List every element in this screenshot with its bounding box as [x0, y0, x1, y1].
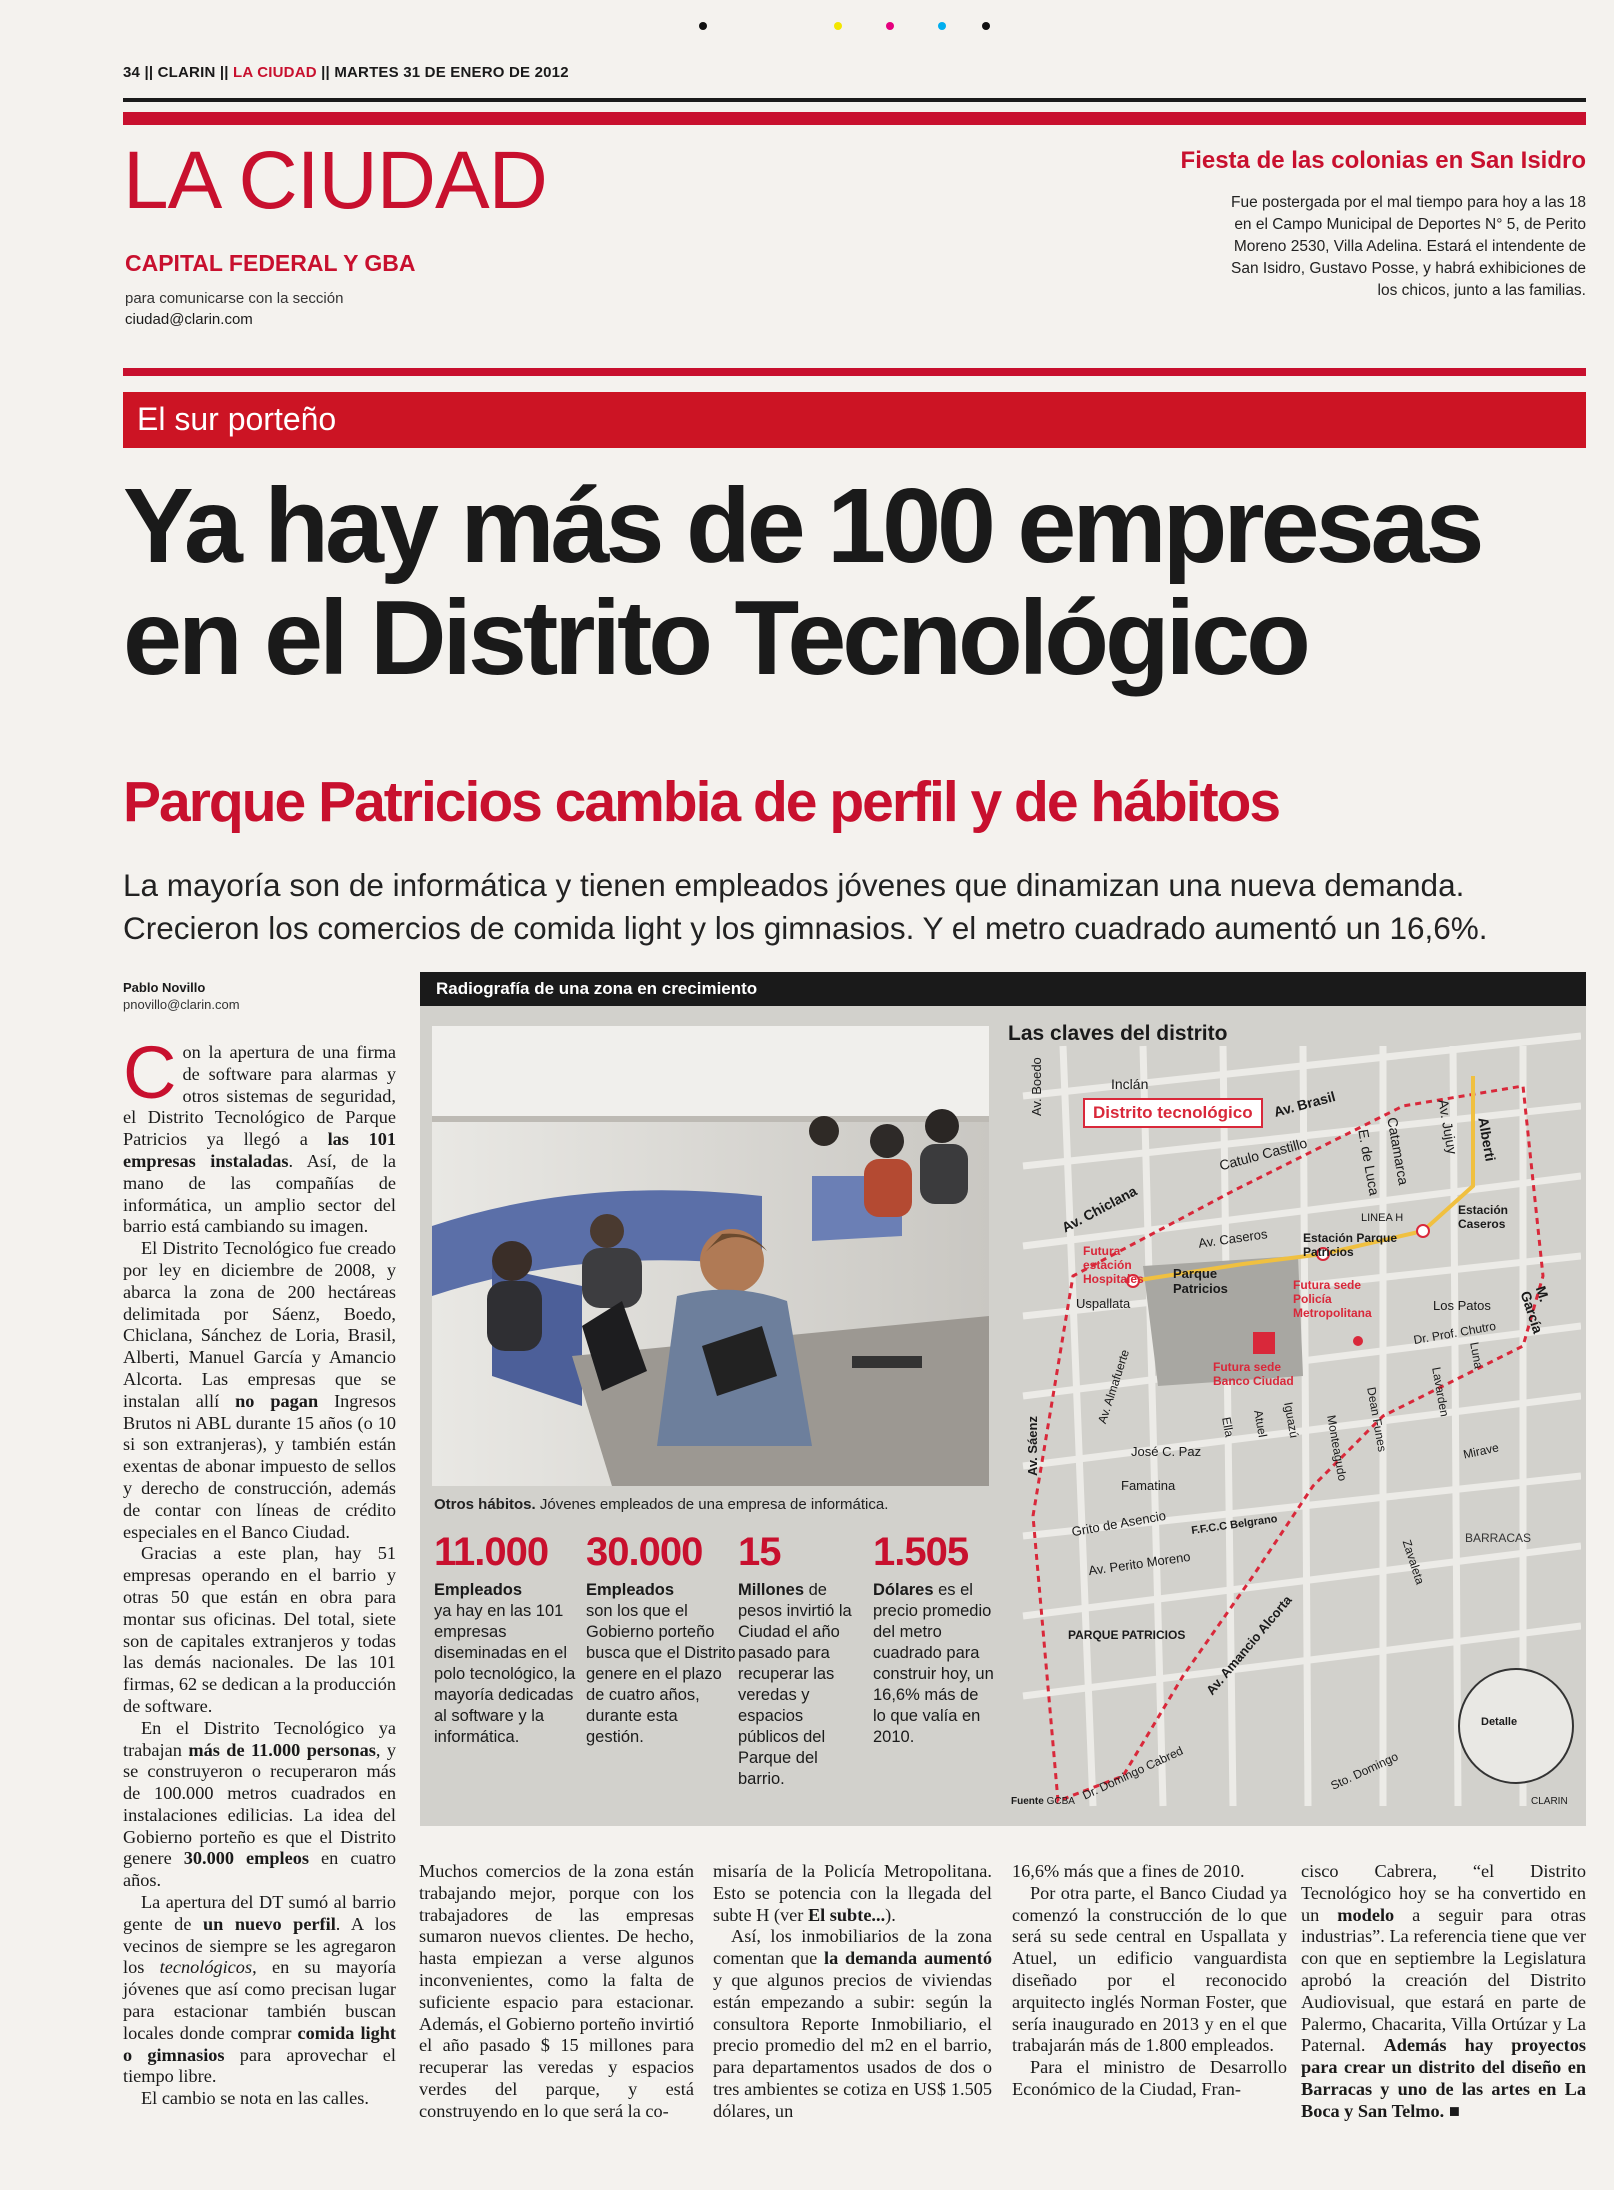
page-folio: 34 || CLARIN || LA CIUDAD || MARTES 31 DE ENERO DE 2012	[123, 64, 569, 81]
street-label: Famatina	[1121, 1478, 1176, 1493]
page-number: 34	[123, 64, 141, 81]
registration-mark	[834, 22, 842, 30]
article-deck: Parque Patricios cambia de perfil y de hábitos	[123, 770, 1280, 834]
street-label: Inclán	[1111, 1076, 1149, 1092]
paragraph: Con la apertura de una firma de software para alarmas y otros sistemas de seguridad, el Distrito Tecnológico de Parque Patricios ya llegó a las 101 empresas instaladas. Así, de la mano de las compañías de informática, un amplio sector del barrio está cambiando su imagen.	[123, 1031, 397, 1237]
paper-name: CLARIN	[157, 64, 216, 81]
street-label: F.F.C.C Belgrano	[1190, 1513, 1279, 1537]
street-label: Monteagudo	[1324, 1414, 1350, 1483]
street-label: Luna	[1467, 1341, 1486, 1370]
body-column-2	[419, 1861, 694, 2123]
paragraph: La apertura del DT sumó al barrio gente de un nuevo perfil. A los vecinos de siempre se les agregaron los tecnológicos, en su mayoría jóvenes que así como precisan lugar para estacionar también buscan locales donde comprar comida light o gimnasios para aprovechar el tiempo libre.	[123, 1892, 396, 2087]
police-label: Futura sede Policía Metropolitana	[1293, 1278, 1372, 1320]
caption-lead: Otros hábitos.	[434, 1496, 536, 1513]
paragraph: En el Distrito Tecnológico ya trabajan más de 11.000 personas, y se construyeron o recuperaron más de 100.000 metros cuadrados en instalaciones edilicias. La idea del Gobierno porteño es que el Distrito genere 30.000 empleos en cuatro años.	[123, 1717, 396, 1891]
folio-section: LA CIUDAD	[233, 64, 317, 81]
street-label: Av. Perito Moreno	[1087, 1548, 1192, 1579]
registration-mark	[982, 22, 990, 30]
paragraph: Así, los inmobiliarios de la zona comentan que la demanda aumentó y que algunos precios de viviendas están empezando a subir: según la consultora Reporte Inmobiliario, el precio promedio del m2 en el barrio, para departamentos usados de dos o tres ambientes se cotiza en US$ 1.505 dólares, un	[713, 1926, 992, 2121]
map-source: Fuente GCBA	[1011, 1796, 1075, 1807]
area-label: PARQUE PATRICIOS	[1068, 1628, 1186, 1642]
paragraph: El cambio se nota en las calles.	[141, 2088, 369, 2109]
body-column-4	[1012, 1861, 1287, 2101]
stat-number: 1.505	[873, 1530, 969, 1574]
street-label: José C. Paz	[1131, 1444, 1202, 1459]
end-mark: ■	[1448, 2100, 1460, 2121]
hospital-station-label: Futura estación Hospitales	[1083, 1244, 1144, 1286]
station-label: Estación Parque Patricios	[1303, 1231, 1398, 1259]
section-contact-label: para comunicarse con la sección	[125, 290, 344, 307]
kicker-bar	[123, 392, 1586, 448]
article-kicker: El sur porteño	[137, 401, 337, 437]
dropcap: C	[123, 1031, 177, 1114]
stat-block	[873, 1530, 995, 1748]
stat-block	[434, 1530, 584, 1748]
brief-line: en el Campo Municipal de Deportes N° 5, de Perito	[1234, 216, 1586, 233]
locator-label: Detalle	[1481, 1716, 1518, 1728]
street-label: Av. Brasil	[1272, 1088, 1338, 1120]
summary-line: Crecieron los comercios de comida light y los gimnasios. Y el metro cuadrado aumentó un 16,6%.	[123, 910, 1488, 946]
top-rule	[123, 98, 1586, 102]
street-label: Catamarca	[1384, 1116, 1412, 1187]
map-title: Las claves del distrito	[1008, 1022, 1228, 1045]
paragraph: Gracias a este plan, hay 51 empresas operando en el barrio y otras 50 que están en obra para montar sus oficinas. Del total, siete son de capitales extranjeros y todas las demás nacionales. De las 101 firmas, 62 se dedican a la producción de software.	[123, 1543, 396, 1716]
street-label: Uspallata	[1076, 1296, 1131, 1311]
paragraph: misaría de la Policía Metropolitana. Esto se potencia con la llegada del subte H (ver El subte...).	[713, 1861, 992, 1925]
area-label: BARRACAS	[1465, 1531, 1532, 1545]
street-label: Av. Amancio Alcorta	[1203, 1592, 1295, 1698]
bank-label: Futura sede Banco Ciudad	[1213, 1360, 1294, 1388]
street-label: Mirave	[1461, 1440, 1501, 1462]
caption-text: Jóvenes empleados de una empresa de informática.	[535, 1496, 889, 1513]
section-subtitle: CAPITAL FEDERAL Y GBA	[125, 250, 416, 276]
street-label: Av. Sáenz	[1025, 1416, 1040, 1476]
paragraph: 16,6% más que a fines de 2010.	[1012, 1861, 1245, 1881]
body-column-3	[713, 1861, 992, 2123]
headline-line: Ya hay más de 100 empresas	[123, 467, 1481, 585]
headline-line: en el Distrito Tecnológico	[123, 579, 1307, 697]
street-label: M. García	[1517, 1284, 1553, 1336]
paragraph: Por otra parte, el Banco Ciudad ya comenzó la construcción de lo que será su sede central en Uspallata y Atuel, un edificio vanguardista diseñado por el reconocido arquitecto inglés Norman Foster, que sería inaugurado en 2013 y en el que trabajarán más de 1.800 empleados.	[1012, 1882, 1287, 2056]
street-label: Av. Caseros	[1197, 1226, 1269, 1251]
street-label: Grito de Asencio	[1070, 1507, 1167, 1540]
street-label: Av. Chiclana	[1059, 1182, 1140, 1236]
brief-line: Moreno 2530, Villa Adelina. Estará el intendente de	[1233, 238, 1586, 255]
stat-description: Empleados ya hay en las 101 empresas diseminadas en el polo tecnológico, la mayoría dedicadas al software y la informática.	[434, 1581, 576, 1746]
stat-number: 15	[738, 1530, 781, 1574]
district-map	[1003, 1016, 1581, 1816]
body-column-5	[1301, 1861, 1586, 2123]
registration-mark	[699, 22, 707, 30]
brief-body	[1160, 192, 1586, 302]
map-credit: CLARIN	[1531, 1796, 1568, 1807]
stat-block	[586, 1530, 736, 1748]
street-label: Av. Jujuy	[1435, 1098, 1461, 1156]
brief-line: San Isidro, Gustavo Posse, y habrá exhibiciones de	[1231, 260, 1586, 277]
stat-number: 11.000	[434, 1530, 549, 1574]
station-label: Estación Caseros	[1458, 1203, 1509, 1231]
article-summary	[123, 864, 1593, 950]
photo-caption	[434, 1496, 994, 1513]
street-label: Av. Almafuerte	[1095, 1347, 1133, 1426]
street-label: Dean Funes	[1364, 1386, 1390, 1453]
bank-marker	[1253, 1332, 1275, 1354]
section-title: LA CIUDAD	[123, 135, 547, 226]
street-label: Catulo Castillo	[1217, 1134, 1309, 1174]
street-label: Lavarden	[1429, 1366, 1452, 1418]
article-headline	[123, 467, 1593, 697]
district-label: Distrito tecnológico	[1083, 1098, 1263, 1128]
stat-description: Empleados son los que el Gobierno porteño busca que el Distrito genere en el plazo de cuatro años, durante esta gestión.	[586, 1581, 736, 1746]
street-label: Atuel	[1251, 1409, 1270, 1439]
divider-red-bar	[123, 368, 1586, 376]
author-name: Pablo Novillo	[123, 980, 206, 995]
street-label: Sto. Domingo	[1328, 1749, 1401, 1793]
street-label: Ella	[1219, 1416, 1237, 1439]
paragraph: Muchos comercios de la zona están trabajando mejor, porque con los trabajadores de las empresas sumaron nuevos clientes. De hecho, hasta empiezan a verse algunos inconvenientes, como la falta de suficiente espacio para estacionar. Además, el Gobierno porteño invirtió el año pasado $ 15 millones para recuperar las veredas y espacios verdes del parque, y está construyendo en lo que será la co-	[419, 1861, 694, 2121]
paragraph: El Distrito Tecnológico fue creado por ley en diciembre de 2008, y abarca la zona de 200 hectáreas delimitada por Sáenz, Boedo, Chiclana, Sánchez de Loria, Brasil, Alberti, Manuel García y Amancio Alcorta. Las empresas que se instalan allí no pagan Ingresos Brutos ni ABL durante 15 años (o 10 si son extranjeras), y también están exentas de abonar impuesto de sellos y derecho de construcción, además de contar con líneas de crédito especiales en el Banco Ciudad.	[123, 1238, 397, 1542]
street-label: Iguazú	[1281, 1401, 1302, 1439]
registration-mark	[938, 22, 946, 30]
street-label: E. de Luca	[1355, 1128, 1383, 1197]
street-label: Zavaleta	[1399, 1538, 1428, 1587]
stat-description: Millones de pesos invirtió la Ciudad el año pasado para recuperar las veredas y espacios públicos del Parque del barrio.	[738, 1581, 852, 1788]
stat-description: Dólares es el precio promedio del metro cuadrado para construir hoy, un 16,6% más de lo que valía en 2010.	[873, 1581, 994, 1746]
section-red-bar	[123, 112, 1586, 125]
brief-line: Fue postergada por el mal tiempo para hoy a las 18	[1231, 194, 1586, 211]
street-label: Av. Boedo	[1029, 1057, 1044, 1116]
street-label: Dr. Prof. Chutro	[1412, 1318, 1497, 1348]
brief-title: Fiesta de las colonias en San Isidro	[1180, 147, 1586, 174]
issue-date: MARTES 31 DE ENERO DE 2012	[334, 64, 569, 81]
park-label: Parque Patricios	[1173, 1266, 1228, 1296]
street-label: LINEA H	[1361, 1212, 1404, 1224]
section-contact-email[interactable]: ciudad@clarin.com	[125, 311, 253, 328]
street-label: Los Patos	[1433, 1298, 1491, 1313]
office-photo	[432, 1026, 989, 1486]
paragraph: cisco Cabrera, “el Distrito Tecnológico hoy se ha convertido en un modelo a seguir para otras industrias”. La referencia tiene que ver con que en septiembre la Legislatura aprobó la creación del Distrito Audiovisual, que estará en parte de Palermo, Chacarita, Villa Ortúzar y La Paternal. Además hay proyectos para crear un distrito del diseño en Barracas y uno de las artes en La Boca y San Telmo. ■	[1301, 1861, 1586, 2121]
stat-number: 30.000	[586, 1530, 703, 1574]
police-marker	[1353, 1336, 1363, 1346]
paragraph: Para el ministro de Desarrollo Económico de la Ciudad, Fran-	[1012, 2057, 1287, 2099]
summary-line: La mayoría son de informática y tienen empleados jóvenes que dinamizan una nueva demanda.	[123, 867, 1465, 903]
infographic-title: Radiografía de una zona en crecimiento	[436, 979, 758, 998]
brief-line: los chicos, junto a las familias.	[1377, 282, 1586, 299]
registration-mark	[886, 22, 894, 30]
street-label: Dr. Domingo Cabred	[1080, 1743, 1186, 1803]
office-photo-illustration	[432, 1026, 989, 1486]
author-email[interactable]: pnovillo@clarin.com	[123, 997, 240, 1012]
body-column-1	[123, 1031, 397, 2110]
street-label: Alberti	[1475, 1116, 1499, 1163]
stat-block	[738, 1530, 866, 1790]
